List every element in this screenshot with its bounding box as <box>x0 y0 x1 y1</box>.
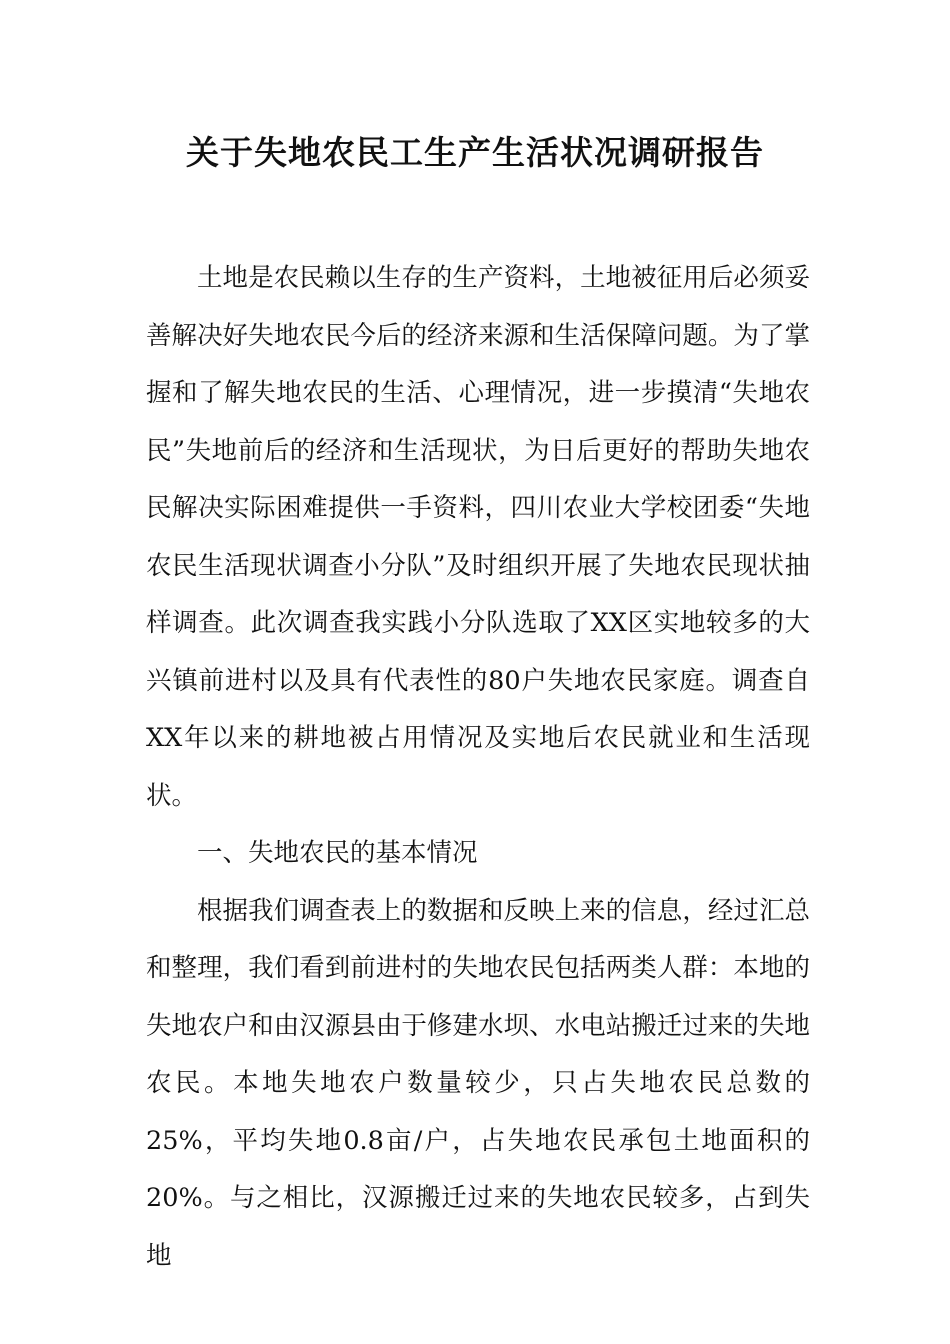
document-title: 关于失地农民工生产生活状况调研报告 <box>186 133 764 172</box>
paragraph-intro: 土地是农民赖以生存的生产资料，土地被征用后必须妥善解决好失地农民今后的经济来源和生活保障问题。为了掌握和了解失地农民的生活、心理情况，进一步摸清“失地农民”失地前后的经济和生活现状，为日后更好的帮助失地农民解决实际困难提供一手资料，四川农业大学校团委“失地农民生活现状调查小分队”及时组织开展了失地农民现状抽样调查。此次调查我实践小分队选取了XX区实地较多的大兴镇前进村以及具有代表性的80户失地农民家庭。调查自XX年以来的耕地被占用情况及实地后农民就业和生活现状。 <box>146 263 810 811</box>
document-body <box>146 250 810 1285</box>
section-heading-basic-situation: 一、失地农民的基本情况 <box>197 838 478 868</box>
paragraph-survey-findings: 根据我们调查表上的数据和反映上来的信息，经过汇总和整理，我们看到前进村的失地农民包括两类人群：本地的失地农户和由汉源县由于修建水坝、水电站搬迁过来的失地农民。本地失地农户数量较少，只占失地农民总数的25%，平均失地0.8亩/户，占失地农民承包土地面积的20%。与之相比，汉源搬迁过来的失地农民较多，占到失地 <box>146 895 810 1271</box>
